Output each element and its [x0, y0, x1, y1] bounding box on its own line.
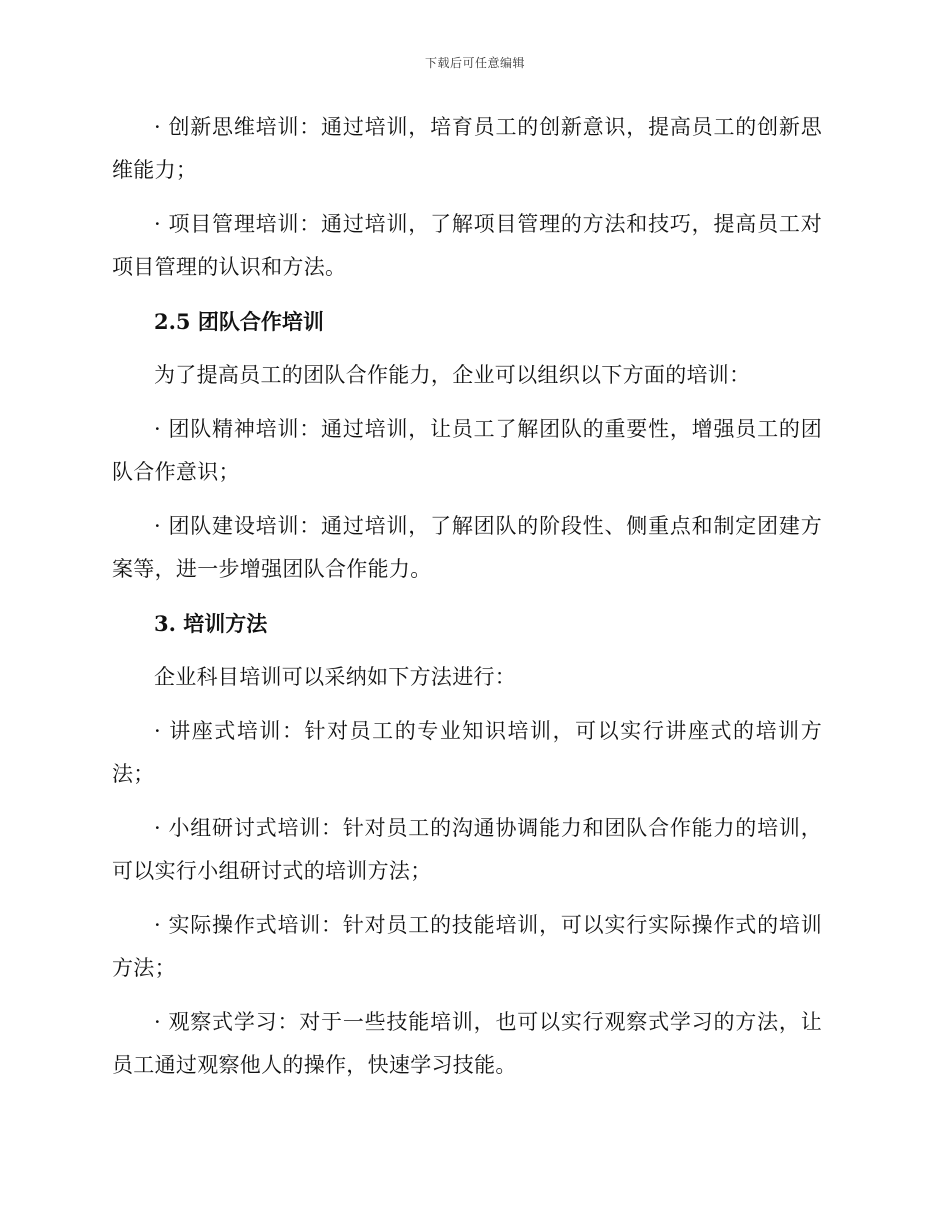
header-note: 下载后可任意编辑	[424, 56, 525, 70]
bullet-team-spirit-training: · 团队精神培训：通过培训，让员工了解团队的重要性，增强员工的团队合作意识；	[112, 417, 822, 484]
section-heading-training-methods: 3. 培训方法	[154, 611, 268, 636]
bullet-project-management-training: · 项目管理培训：通过培训，了解项目管理的方法和技巧，提高员工对项目管理的认识和方法。	[112, 212, 822, 279]
document-body	[112, 106, 822, 1098]
bullet-innovation-training: · 创新思维培训：通过培训，培育员工的创新意识，提高员工的创新思维能力；	[112, 115, 822, 182]
bullet-group-discussion-training: · 小组研讨式培训：针对员工的沟通协调能力和团队合作能力的培训，可以实行小组研讨式的培训方法；	[112, 816, 822, 883]
bullet-hands-on-training: · 实际操作式培训：针对员工的技能培训，可以实行实际操作式的培训方法；	[112, 913, 822, 980]
bullet-lecture-training: · 讲座式培训：针对员工的专业知识培训，可以实行讲座式的培训方法；	[112, 719, 822, 786]
training-methods-intro: 企业科目培训可以采纳如下方法进行：	[154, 665, 517, 689]
team-training-intro: 为了提高员工的团队合作能力，企业可以组织以下方面的培训：	[154, 363, 751, 387]
bullet-observational-learning: · 观察式学习：对于一些技能培训，也可以实行观察式学习的方法，让员工通过观察他人的操作，快速学习技能。	[112, 1010, 822, 1077]
bullet-team-building-training: · 团队建设培训：通过培训，了解团队的阶段性、侧重点和制定团建方案等，进一步增强团队合作能力。	[112, 514, 822, 581]
section-heading-team-training: 2.5 团队合作培训	[154, 309, 324, 334]
